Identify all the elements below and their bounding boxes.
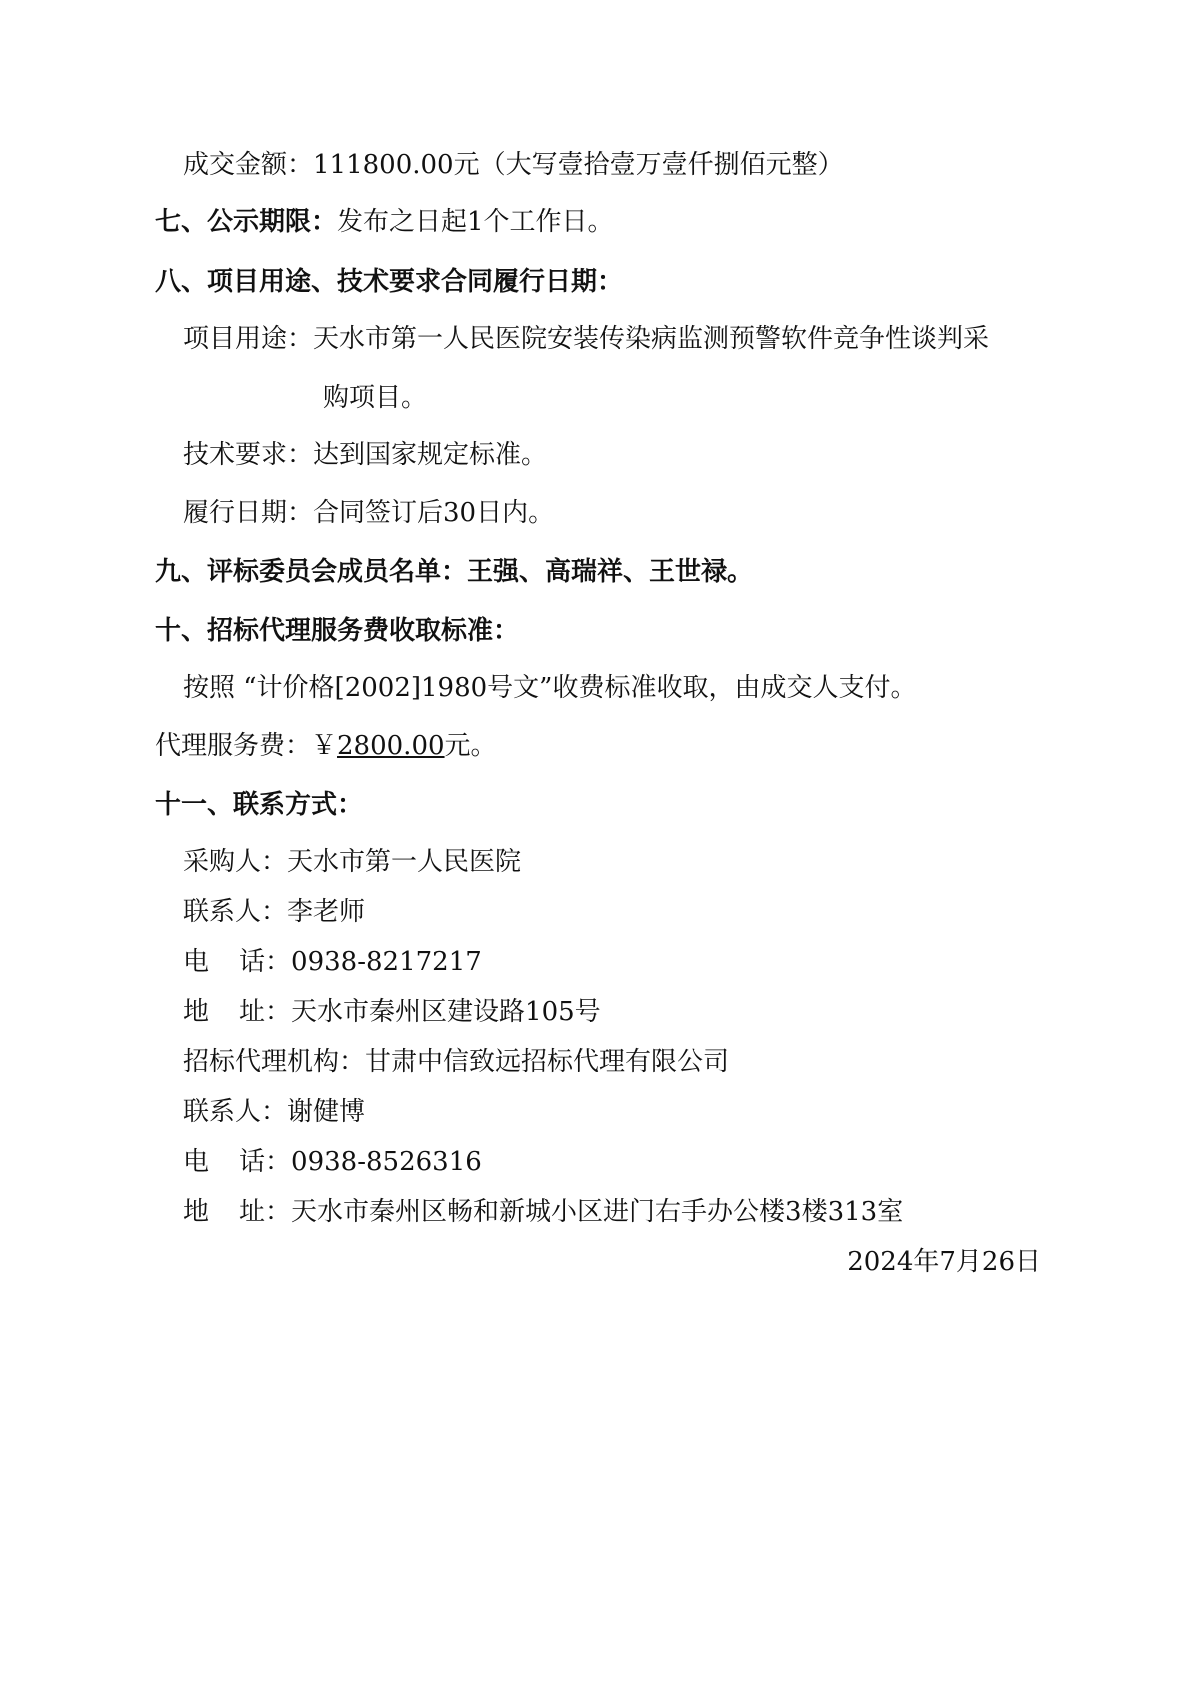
section-7-text: 发布之日起1个工作日。 (337, 207, 614, 237)
section-7-heading: 七、公示期限： (155, 207, 338, 237)
agency-phone-label-2: 话： (239, 1147, 292, 1177)
agency-address-label-1: 地 (183, 1197, 210, 1227)
agency-address (183, 1195, 903, 1229)
buyer: 采购人：天水市第一人民医院 (183, 847, 522, 877)
fee-standard: 按照 “计价格[2002]1980号文”收费标准收取，由成交人支付。 (183, 673, 917, 703)
deal-amount: 成交金额：111800.00元（大写壹拾壹万壹仟捌佰元整） (183, 150, 844, 180)
agency-contact: 联系人：谢健博 (183, 1097, 366, 1127)
section-9-heading: 九、评标委员会成员名单：王强、高瑞祥、王世禄。 (155, 557, 754, 587)
buyer-phone (183, 945, 482, 979)
agency-fee (155, 729, 497, 763)
performance-date: 履行日期：合同签订后30日内。 (183, 498, 555, 528)
buyer-phone-label-2: 话： (239, 947, 292, 977)
buyer-address-value: 天水市秦州区建设路105号 (291, 997, 601, 1027)
agency-phone-label-1: 电 (183, 1147, 210, 1177)
buyer-address-label-2: 址： (239, 997, 292, 1027)
agency-phone-value: 0938-8526316 (291, 1147, 482, 1177)
agency: 招标代理机构：甘肃中信致远招标代理有限公司 (183, 1047, 730, 1077)
agency-fee-label: 代理服务费：￥ (155, 731, 338, 761)
agency-address-label-2: 址： (239, 1197, 292, 1227)
tech-requirements: 技术要求：达到国家规定标准。 (183, 440, 548, 470)
project-use-line2: 购项目。 (323, 383, 428, 413)
agency-fee-suffix: 元。 (444, 731, 497, 761)
agency-address-value: 天水市秦州区畅和新城小区进门右手办公楼3楼313室 (291, 1197, 904, 1227)
section-8-heading: 八、项目用途、技术要求合同履行日期： (155, 267, 624, 297)
section-7 (155, 205, 614, 239)
document-date: 2024年7月26日 (847, 1247, 1041, 1277)
section-10-heading: 十、招标代理服务费收取标准： (155, 616, 520, 646)
agency-fee-value: 2800.00 (337, 731, 445, 761)
project-use-line1: 项目用途：天水市第一人民医院安装传染病监测预警软件竞争性谈判采 (183, 324, 990, 354)
buyer-contact: 联系人：李老师 (183, 897, 366, 927)
buyer-address-label-1: 地 (183, 997, 210, 1027)
agency-phone (183, 1145, 482, 1179)
buyer-address (183, 995, 601, 1029)
buyer-phone-value: 0938-8217217 (291, 947, 482, 977)
buyer-phone-label-1: 电 (183, 947, 210, 977)
section-11-heading: 十一、联系方式： (155, 790, 364, 820)
